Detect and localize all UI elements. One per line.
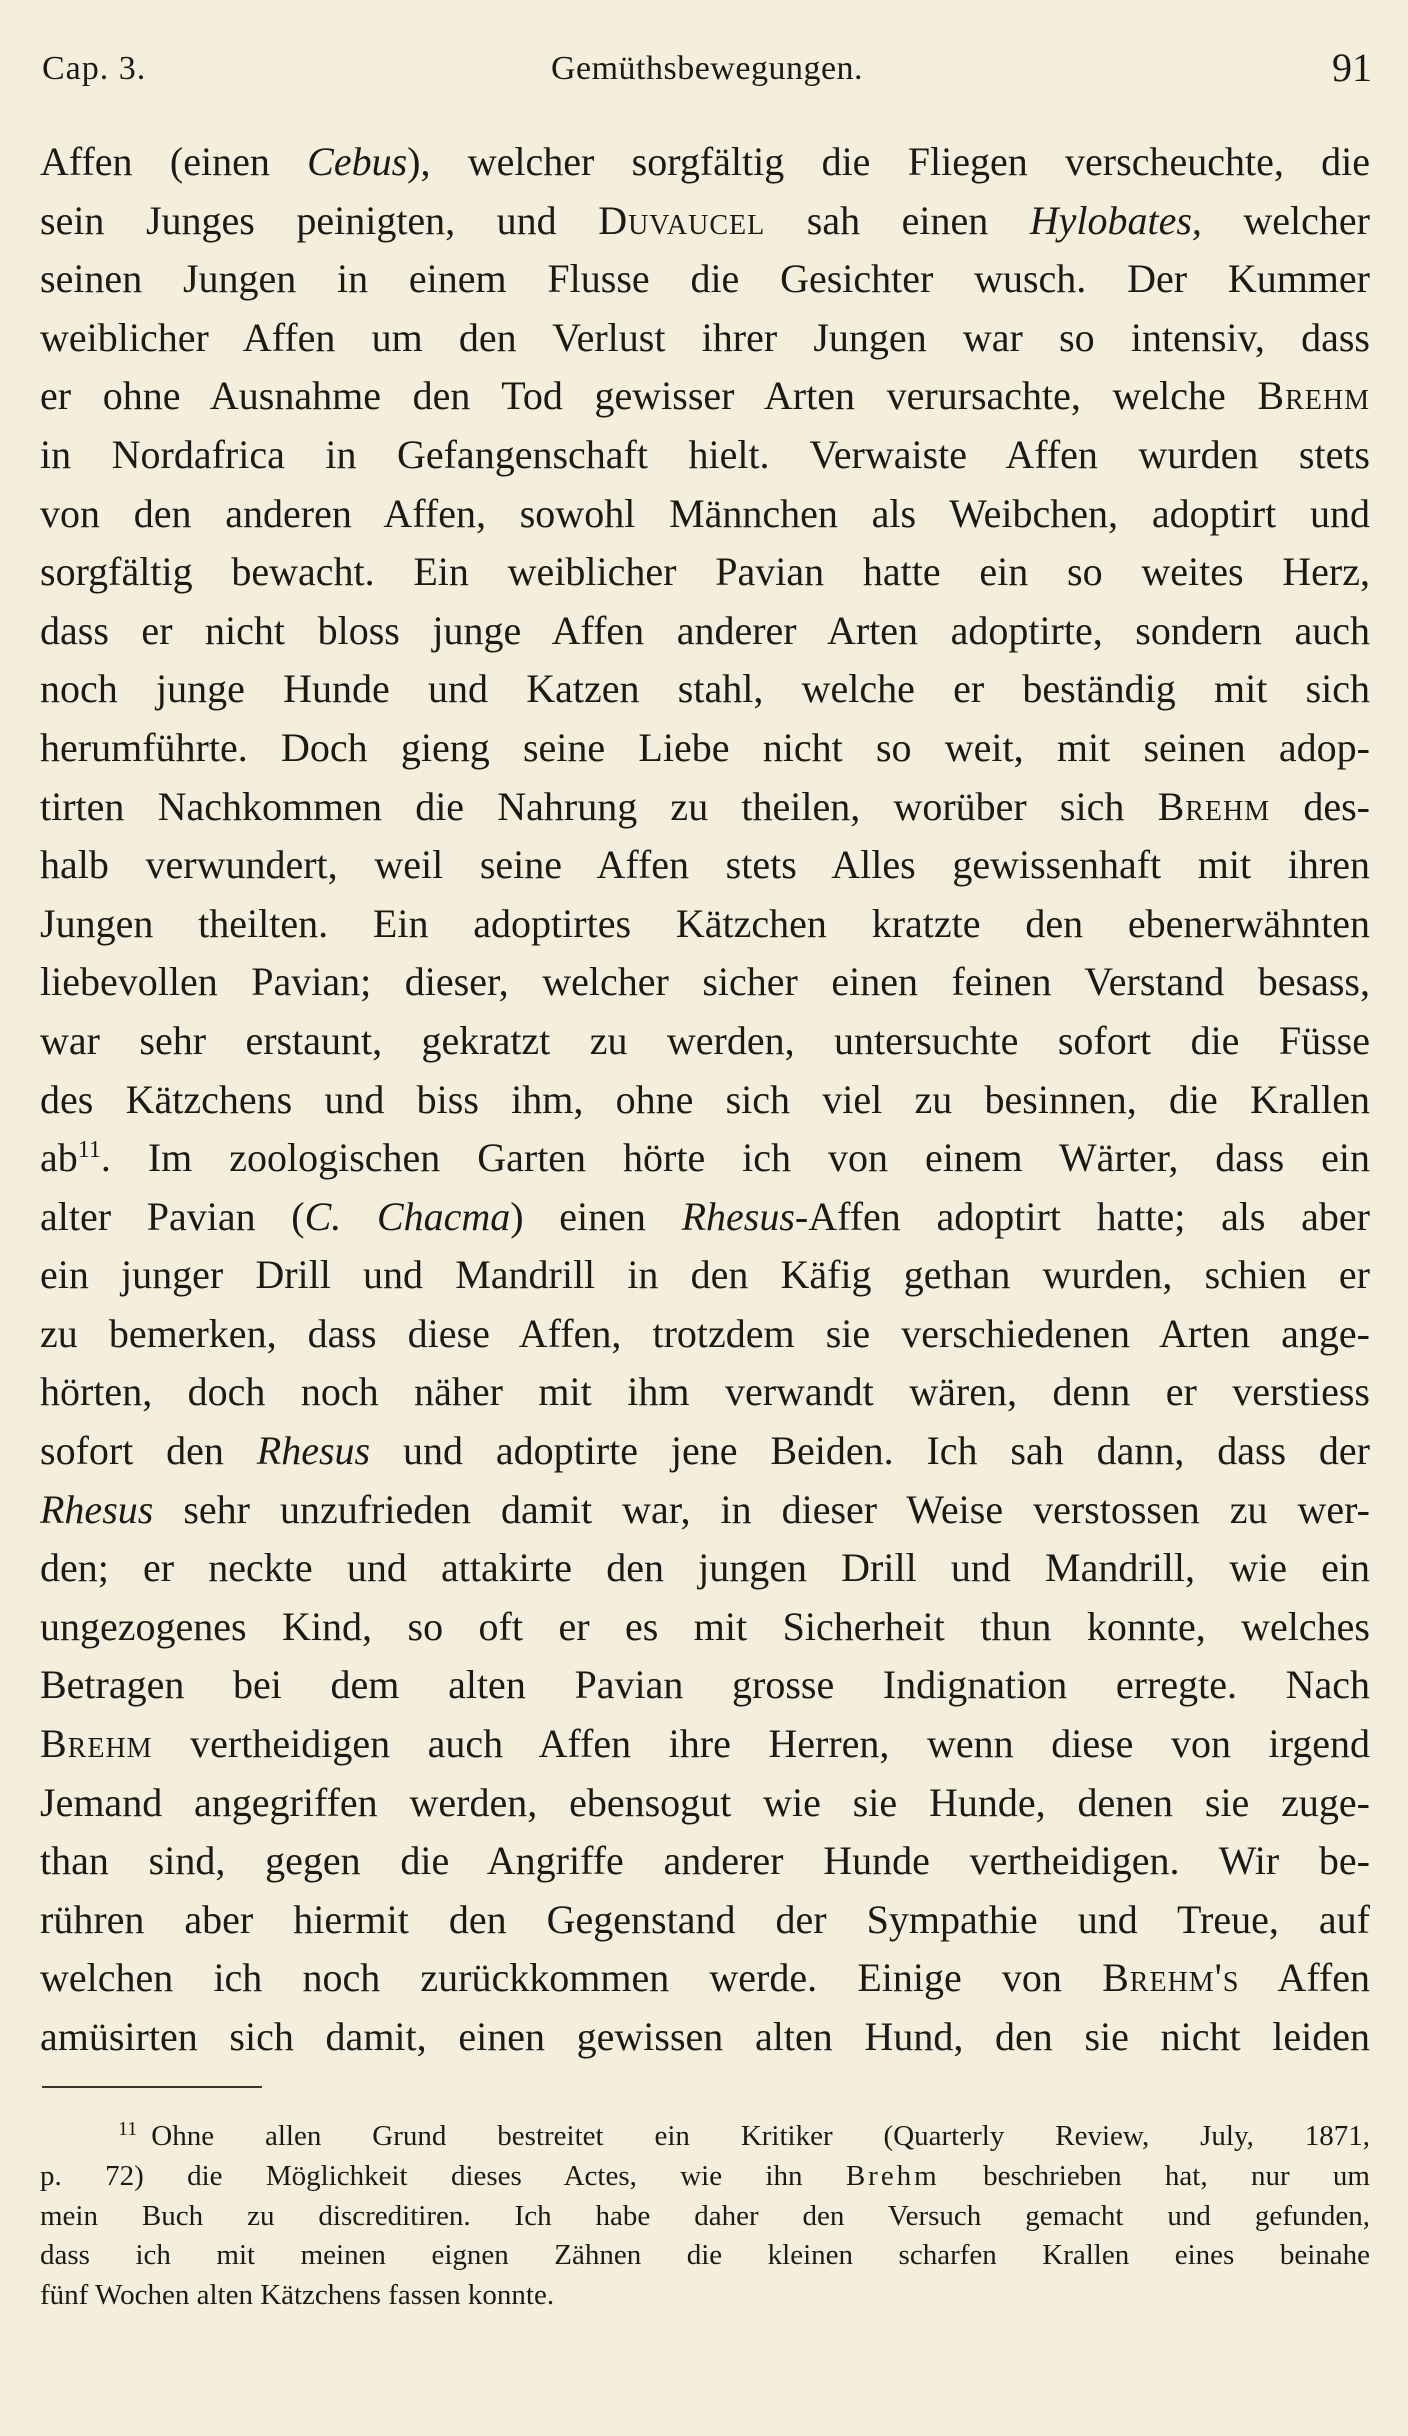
text-line: ungezogenes Kind, so oft er es mit Sicherheit thun konnte, welches (40, 1603, 1370, 1649)
footnote-ref: 11 (77, 1137, 101, 1164)
text-line: herumführte. Doch gieng seine Liebe nicht so weit, mit seinen adop- (40, 724, 1370, 770)
text-line: alter Pavian (C. Chacma) einen Rhesus-Affen adoptirt hatte; als aber (40, 1193, 1370, 1239)
text-line: Betragen bei dem alten Pavian grosse Indignation erregte. Nach (40, 1662, 1370, 1708)
text-line: than sind, gegen die Angriffe anderer Hunde vertheidigen. Wir be- (40, 1838, 1370, 1884)
footnote-number: 11 (118, 2118, 138, 2140)
text-line: amüsirten sich damit, einen gewissen alten Hund, den sie nicht leiden (40, 2014, 1370, 2059)
text-line: sein Junges peinigten, und Duvaucel sah einen Hylobates, welcher (40, 197, 1370, 243)
text-line: zu bemerken, dass diese Affen, trotzdem sie verschiedenen Arten ange- (40, 1310, 1370, 1356)
text-line: dass er nicht bloss junge Affen anderer Arten adoptirte, sondern auch (40, 607, 1370, 653)
text-line: seinen Jungen in einem Flusse die Gesichter wusch. Der Kummer (40, 256, 1370, 302)
running-head (42, 44, 1372, 104)
footnote-line: fünf Wochen alten Kätzchens fassen konnte. (40, 2279, 555, 2312)
text-line: er ohne Ausnahme den Tod gewisser Arten verursachte, welche Brehm (40, 373, 1370, 419)
footnote-line: mein Buch zu discreditiren. Ich habe daher den Versuch gemacht und gefunden, (40, 2199, 1370, 2232)
footnote-divider (42, 2086, 262, 2088)
text-line: des Kätzchens und biss ihm, ohne sich viel zu besinnen, die Krallen (40, 1076, 1370, 1122)
text-line: tirten Nachkommen die Nahrung zu theilen, worüber sich Brehm des- (40, 783, 1370, 829)
text-line: Jemand angegriffen werden, ebensogut wie sie Hunde, denen sie zuge- (40, 1779, 1370, 1825)
text-line: in Nordafrica in Gefangenschaft hielt. Verwaiste Affen wurden stets (40, 431, 1370, 477)
text-line: Jungen theilten. Ein adoptirtes Kätzchen kratzte den ebenerwähnten (40, 900, 1370, 946)
text-line: rühren aber hiermit den Gegenstand der Sympathie und Treue, auf (40, 1896, 1370, 1942)
text-line: sofort den Rhesus und adoptirte jene Beiden. Ich sah dann, dass der (40, 1428, 1370, 1474)
text-line: noch junge Hunde und Katzen stahl, welche er beständig mit sich (40, 666, 1370, 712)
text-line: sorgfältig bewacht. Ein weiblicher Pavian hatte ein so weites Herz, (40, 549, 1370, 595)
footnote-line: p. 72) die Möglichkeit dieses Actes, wie ihn Brehm beschrieben hat, nur um (40, 2159, 1370, 2192)
text-line: von den anderen Affen, sowohl Männchen als Weibchen, adoptirt und (40, 490, 1370, 536)
body-text (40, 133, 1370, 2067)
text-line: liebevollen Pavian; dieser, welcher sicher einen feinen Verstand besass, (40, 959, 1370, 1005)
page-number: 91 (1332, 45, 1372, 90)
footnote (40, 2117, 1370, 2316)
text-line: halb verwundert, weil seine Affen stets Alles gewissenhaft mit ihren (40, 842, 1370, 888)
text-line: weiblicher Affen um den Verlust ihrer Jungen war so intensiv, dass (40, 314, 1370, 360)
footnote-line: $^{11}$ Ohne allen Grund bestreitet ein Kritiker (Quarterly Review, July, 1871, (118, 2118, 1370, 2152)
text-line: hörten, doch noch näher mit ihm verwandt wären, denn er verstiess (40, 1369, 1370, 1415)
text-line: welchen ich noch zurückkommen werde. Einige von Brehm's Affen (40, 1955, 1370, 2001)
text-line: Rhesus sehr unzufrieden damit war, in dieser Weise verstossen zu wer- (40, 1486, 1370, 1532)
text-line: ein junger Drill und Mandrill in den Käfig gethan wurden, schien er (40, 1252, 1370, 1298)
text-line: Brehm vertheidigen auch Affen ihre Herren, wenn diese von irgend (40, 1721, 1370, 1767)
footnote-line: dass ich mit meinen eignen Zähnen die kleinen scharfen Krallen eines beinahe (40, 2239, 1370, 2272)
chapter-title: Gemüthsbewegungen. (550, 50, 864, 87)
chapter-label: Cap. 3. (42, 50, 147, 87)
text-line: Affen (einen Cebus), welcher sorgfältig die Fliegen verscheuchte, die (40, 139, 1370, 184)
text-line: $ab^{11}$. Im zoologischen Garten hörte ich von einem Wärter, dass ein (40, 1135, 1370, 1181)
text-line: den; er neckte und attakirte den jungen Drill und Mandrill, wie ein (40, 1545, 1370, 1591)
text-line: war sehr erstaunt, gekratzt zu werden, untersuchte sofort die Füsse (40, 1017, 1370, 1063)
